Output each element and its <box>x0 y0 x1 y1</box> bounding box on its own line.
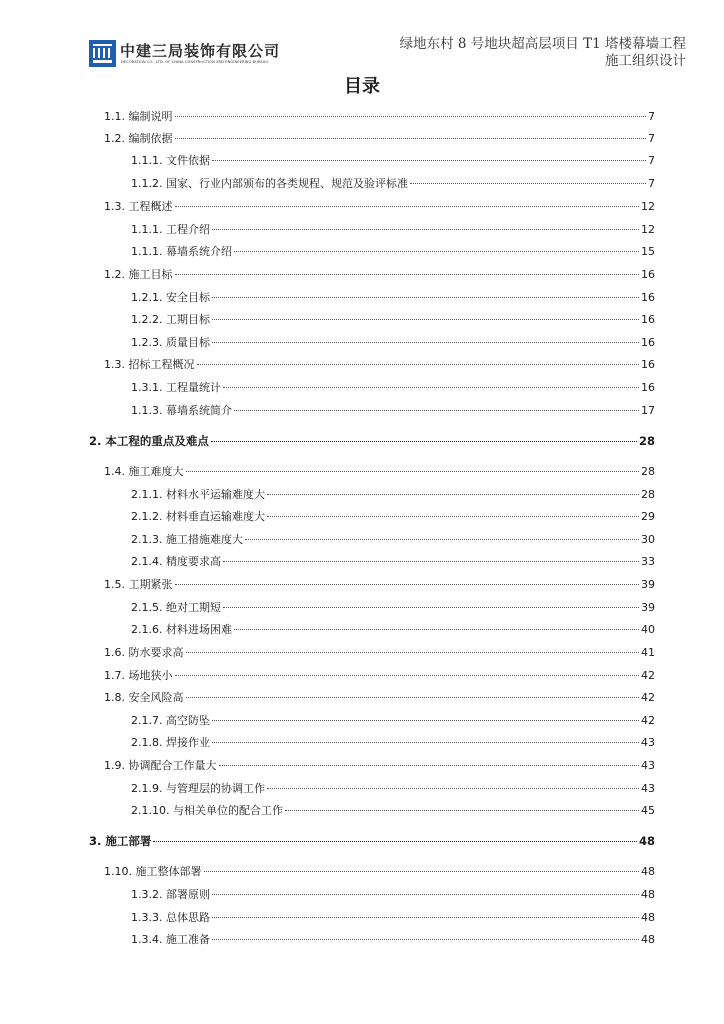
toc-entry[interactable] <box>131 553 655 575</box>
toc-entry[interactable] <box>131 909 655 931</box>
toc-entry-page: 48 <box>641 888 655 901</box>
toc-entry[interactable] <box>131 334 655 356</box>
toc-entry[interactable] <box>131 402 655 424</box>
toc-entry[interactable] <box>131 221 655 243</box>
toc-entry-page: 17 <box>641 404 655 417</box>
toc-leader <box>175 206 640 207</box>
toc-leader <box>186 471 640 472</box>
toc-entry-page: 43 <box>641 782 655 795</box>
toc-entry-page: 29 <box>641 510 655 523</box>
toc-leader <box>223 387 639 388</box>
toc-leader <box>219 765 640 766</box>
toc-leader <box>285 810 639 811</box>
toc-entry-page: 39 <box>641 578 655 591</box>
toc-entry[interactable] <box>131 379 655 401</box>
toc-entry-title: 1.3.4. 施工准备 <box>131 933 210 946</box>
toc-leader <box>175 138 647 139</box>
toc-entry-title: 3. 施工部署 <box>89 834 152 848</box>
toc-entry-title: 2.1.3. 施工措施难度大 <box>131 533 243 546</box>
project-line-1: 绿地东村 8 号地块超高层项目 T1 塔楼幕墙工程 <box>399 36 686 52</box>
toc-entry-title: 1.8. 安全风险高 <box>104 691 184 704</box>
toc-entry-title: 2.1.2. 材料垂直运输难度大 <box>131 510 265 523</box>
toc-entry-title: 1.3.1. 工程量统计 <box>131 381 221 394</box>
toc-leader <box>267 516 639 517</box>
toc-entry-page: 28 <box>641 488 655 501</box>
toc-entry-title: 2.1.6. 材料进场困难 <box>131 623 232 636</box>
toc-entry-title: 1.3. 招标工程概况 <box>104 358 195 371</box>
toc-entry-title: 1.3.2. 部署原则 <box>131 888 210 901</box>
toc-leader <box>245 539 639 540</box>
toc-entry-page: 43 <box>641 736 655 749</box>
toc-entry-title: 1.2. 编制依据 <box>104 132 173 145</box>
toc-entry-title: 1.9. 协调配合工作量大 <box>104 759 217 772</box>
toc-entry[interactable] <box>104 576 655 598</box>
company-name: 中建三局装饰有限公司 <box>120 42 281 60</box>
toc-leader <box>175 116 647 117</box>
toc-entry[interactable] <box>131 175 655 197</box>
toc-leader <box>212 160 646 161</box>
toc-entry-page: 48 <box>641 865 655 878</box>
toc-entry-title: 1.10. 施工整体部署 <box>104 865 202 878</box>
toc-leader <box>175 675 640 676</box>
toc-entry[interactable] <box>104 757 655 779</box>
toc-entry-page: 39 <box>641 601 655 614</box>
toc-entry[interactable] <box>131 931 655 953</box>
toc-entry-page: 30 <box>641 533 655 546</box>
toc-chapter[interactable] <box>89 433 655 455</box>
toc-entry-page: 48 <box>641 911 655 924</box>
toc-entry-page: 33 <box>641 555 655 568</box>
toc-leader <box>234 410 639 411</box>
toc-entry-page: 7 <box>648 132 655 145</box>
toc-entry[interactable] <box>131 311 655 333</box>
toc-entry-title: 2.1.10. 与相关单位的配合工作 <box>131 804 283 817</box>
toc-entry-title: 1.1.2. 国家、行业内部颁布的各类规程、规范及验评标准 <box>131 177 408 190</box>
toc-entry-title: 1.2.3. 质量目标 <box>131 336 210 349</box>
toc-entry[interactable] <box>131 531 655 553</box>
toc-entry[interactable] <box>104 108 655 130</box>
toc-leader <box>212 319 639 320</box>
toc-entry-page: 16 <box>641 291 655 304</box>
toc-entry-title: 1.4. 施工难度大 <box>104 465 184 478</box>
toc-entry[interactable] <box>104 689 655 711</box>
company-english-name: DECORATION CO., LTD. OF CHINA CONSTRUCTION 3RD ENGINEERING BUREAU <box>121 60 269 64</box>
toc-leader <box>212 297 639 298</box>
toc-entry[interactable] <box>104 863 655 885</box>
toc-entry-page: 40 <box>641 623 655 636</box>
toc-entry-page: 16 <box>641 358 655 371</box>
company-logo-icon <box>89 40 116 67</box>
toc-entry[interactable] <box>131 712 655 734</box>
toc-entry-page: 48 <box>638 834 655 848</box>
toc-entry[interactable] <box>104 266 655 288</box>
toc-entry-title: 2. 本工程的重点及难点 <box>89 434 209 448</box>
toc-entry[interactable] <box>131 621 655 643</box>
toc-entry[interactable] <box>131 508 655 530</box>
toc-entry-title: 1.1.3. 幕墙系统简介 <box>131 404 232 417</box>
toc-leader <box>212 939 639 940</box>
toc-entry-title: 2.1.9. 与管理层的协调工作 <box>131 782 265 795</box>
toc-entry[interactable] <box>131 734 655 756</box>
toc-entry[interactable] <box>131 243 655 265</box>
toc-entry[interactable] <box>104 356 655 378</box>
toc-entry[interactable] <box>131 599 655 621</box>
toc-leader <box>212 894 639 895</box>
toc-entry-page: 7 <box>648 154 655 167</box>
project-title <box>400 36 686 70</box>
toc-entry-title: 2.1.4. 精度要求高 <box>131 555 221 568</box>
toc-entry[interactable] <box>104 198 655 220</box>
toc-leader <box>212 342 639 343</box>
toc-entry-page: 42 <box>641 714 655 727</box>
toc-leader <box>212 229 639 230</box>
toc-entry-page: 16 <box>641 313 655 326</box>
toc-entry-title: 1.1.1. 工程介绍 <box>131 223 210 236</box>
toc-entry-page: 16 <box>641 336 655 349</box>
project-line-2: 施工组织设计 <box>605 53 686 69</box>
toc-entry-title: 2.1.7. 高空防坠 <box>131 714 210 727</box>
toc-entry-title: 1.7. 场地狭小 <box>104 669 173 682</box>
toc-entry-page: 42 <box>641 669 655 682</box>
toc-entry-title: 2.1.8. 焊接作业 <box>131 736 210 749</box>
toc-entry[interactable] <box>131 886 655 908</box>
toc-entry-title: 1.3. 工程概述 <box>104 200 173 213</box>
toc-entry-page: 45 <box>641 804 655 817</box>
toc-leader <box>212 720 639 721</box>
toc-entry-page: 28 <box>641 465 655 478</box>
toc-entry[interactable] <box>104 667 655 689</box>
toc-leader <box>175 274 640 275</box>
toc-entry-page: 16 <box>641 381 655 394</box>
toc-leader <box>175 584 640 585</box>
toc-entry-page: 48 <box>641 933 655 946</box>
toc-entry-title: 1.1.1. 文件依据 <box>131 154 210 167</box>
toc-leader <box>223 607 639 608</box>
toc-entry[interactable] <box>131 289 655 311</box>
toc-leader <box>267 788 639 789</box>
toc-leader <box>211 441 637 442</box>
toc-entry-title: 1.1. 编制说明 <box>104 110 173 123</box>
toc-entry-title: 1.2. 施工目标 <box>104 268 173 281</box>
toc-entry-title: 1.2.2. 工期目标 <box>131 313 210 326</box>
toc-entry-title: 1.3.3. 总体思路 <box>131 911 210 924</box>
toc-leader <box>186 652 640 653</box>
toc-entry-page: 43 <box>641 759 655 772</box>
toc-entry-title: 1.5. 工期紧张 <box>104 578 173 591</box>
toc-entry-page: 28 <box>638 434 655 448</box>
toc-leader <box>234 629 639 630</box>
toc-entry-page: 12 <box>641 223 655 236</box>
toc-entry[interactable] <box>131 152 655 174</box>
toc-entry-title: 1.2.1. 安全目标 <box>131 291 210 304</box>
toc-leader <box>234 251 639 252</box>
toc-entry-page: 42 <box>641 691 655 704</box>
toc-entry[interactable] <box>131 780 655 802</box>
page-header <box>0 0 724 80</box>
toc-entry[interactable] <box>104 130 655 152</box>
toc-leader <box>204 871 640 872</box>
toc-leader <box>212 917 639 918</box>
toc-entry[interactable] <box>131 802 655 824</box>
toc-entry[interactable] <box>104 463 655 485</box>
toc-entry[interactable] <box>104 644 655 666</box>
toc-entry[interactable] <box>131 486 655 508</box>
toc-entry-page: 16 <box>641 268 655 281</box>
toc-leader <box>153 841 637 842</box>
toc-entry-page: 7 <box>648 110 655 123</box>
toc-entry-title: 2.1.5. 绝对工期短 <box>131 601 221 614</box>
toc-entry-title: 1.1.1. 幕墙系统介绍 <box>131 245 232 258</box>
toc-leader <box>223 561 639 562</box>
toc-entry-title: 2.1.1. 材料水平运输难度大 <box>131 488 265 501</box>
toc-leader <box>212 742 639 743</box>
toc-chapter[interactable] <box>89 833 655 855</box>
toc-entry-page: 41 <box>641 646 655 659</box>
page-title: 目录 <box>344 76 380 97</box>
toc-entry-page: 7 <box>648 177 655 190</box>
toc-leader <box>410 183 646 184</box>
toc-entry-title: 1.6. 防水要求高 <box>104 646 184 659</box>
toc-entry-page: 15 <box>641 245 655 258</box>
toc-leader <box>197 364 640 365</box>
toc-entry-page: 12 <box>641 200 655 213</box>
toc-leader <box>186 697 640 698</box>
toc-leader <box>267 494 639 495</box>
